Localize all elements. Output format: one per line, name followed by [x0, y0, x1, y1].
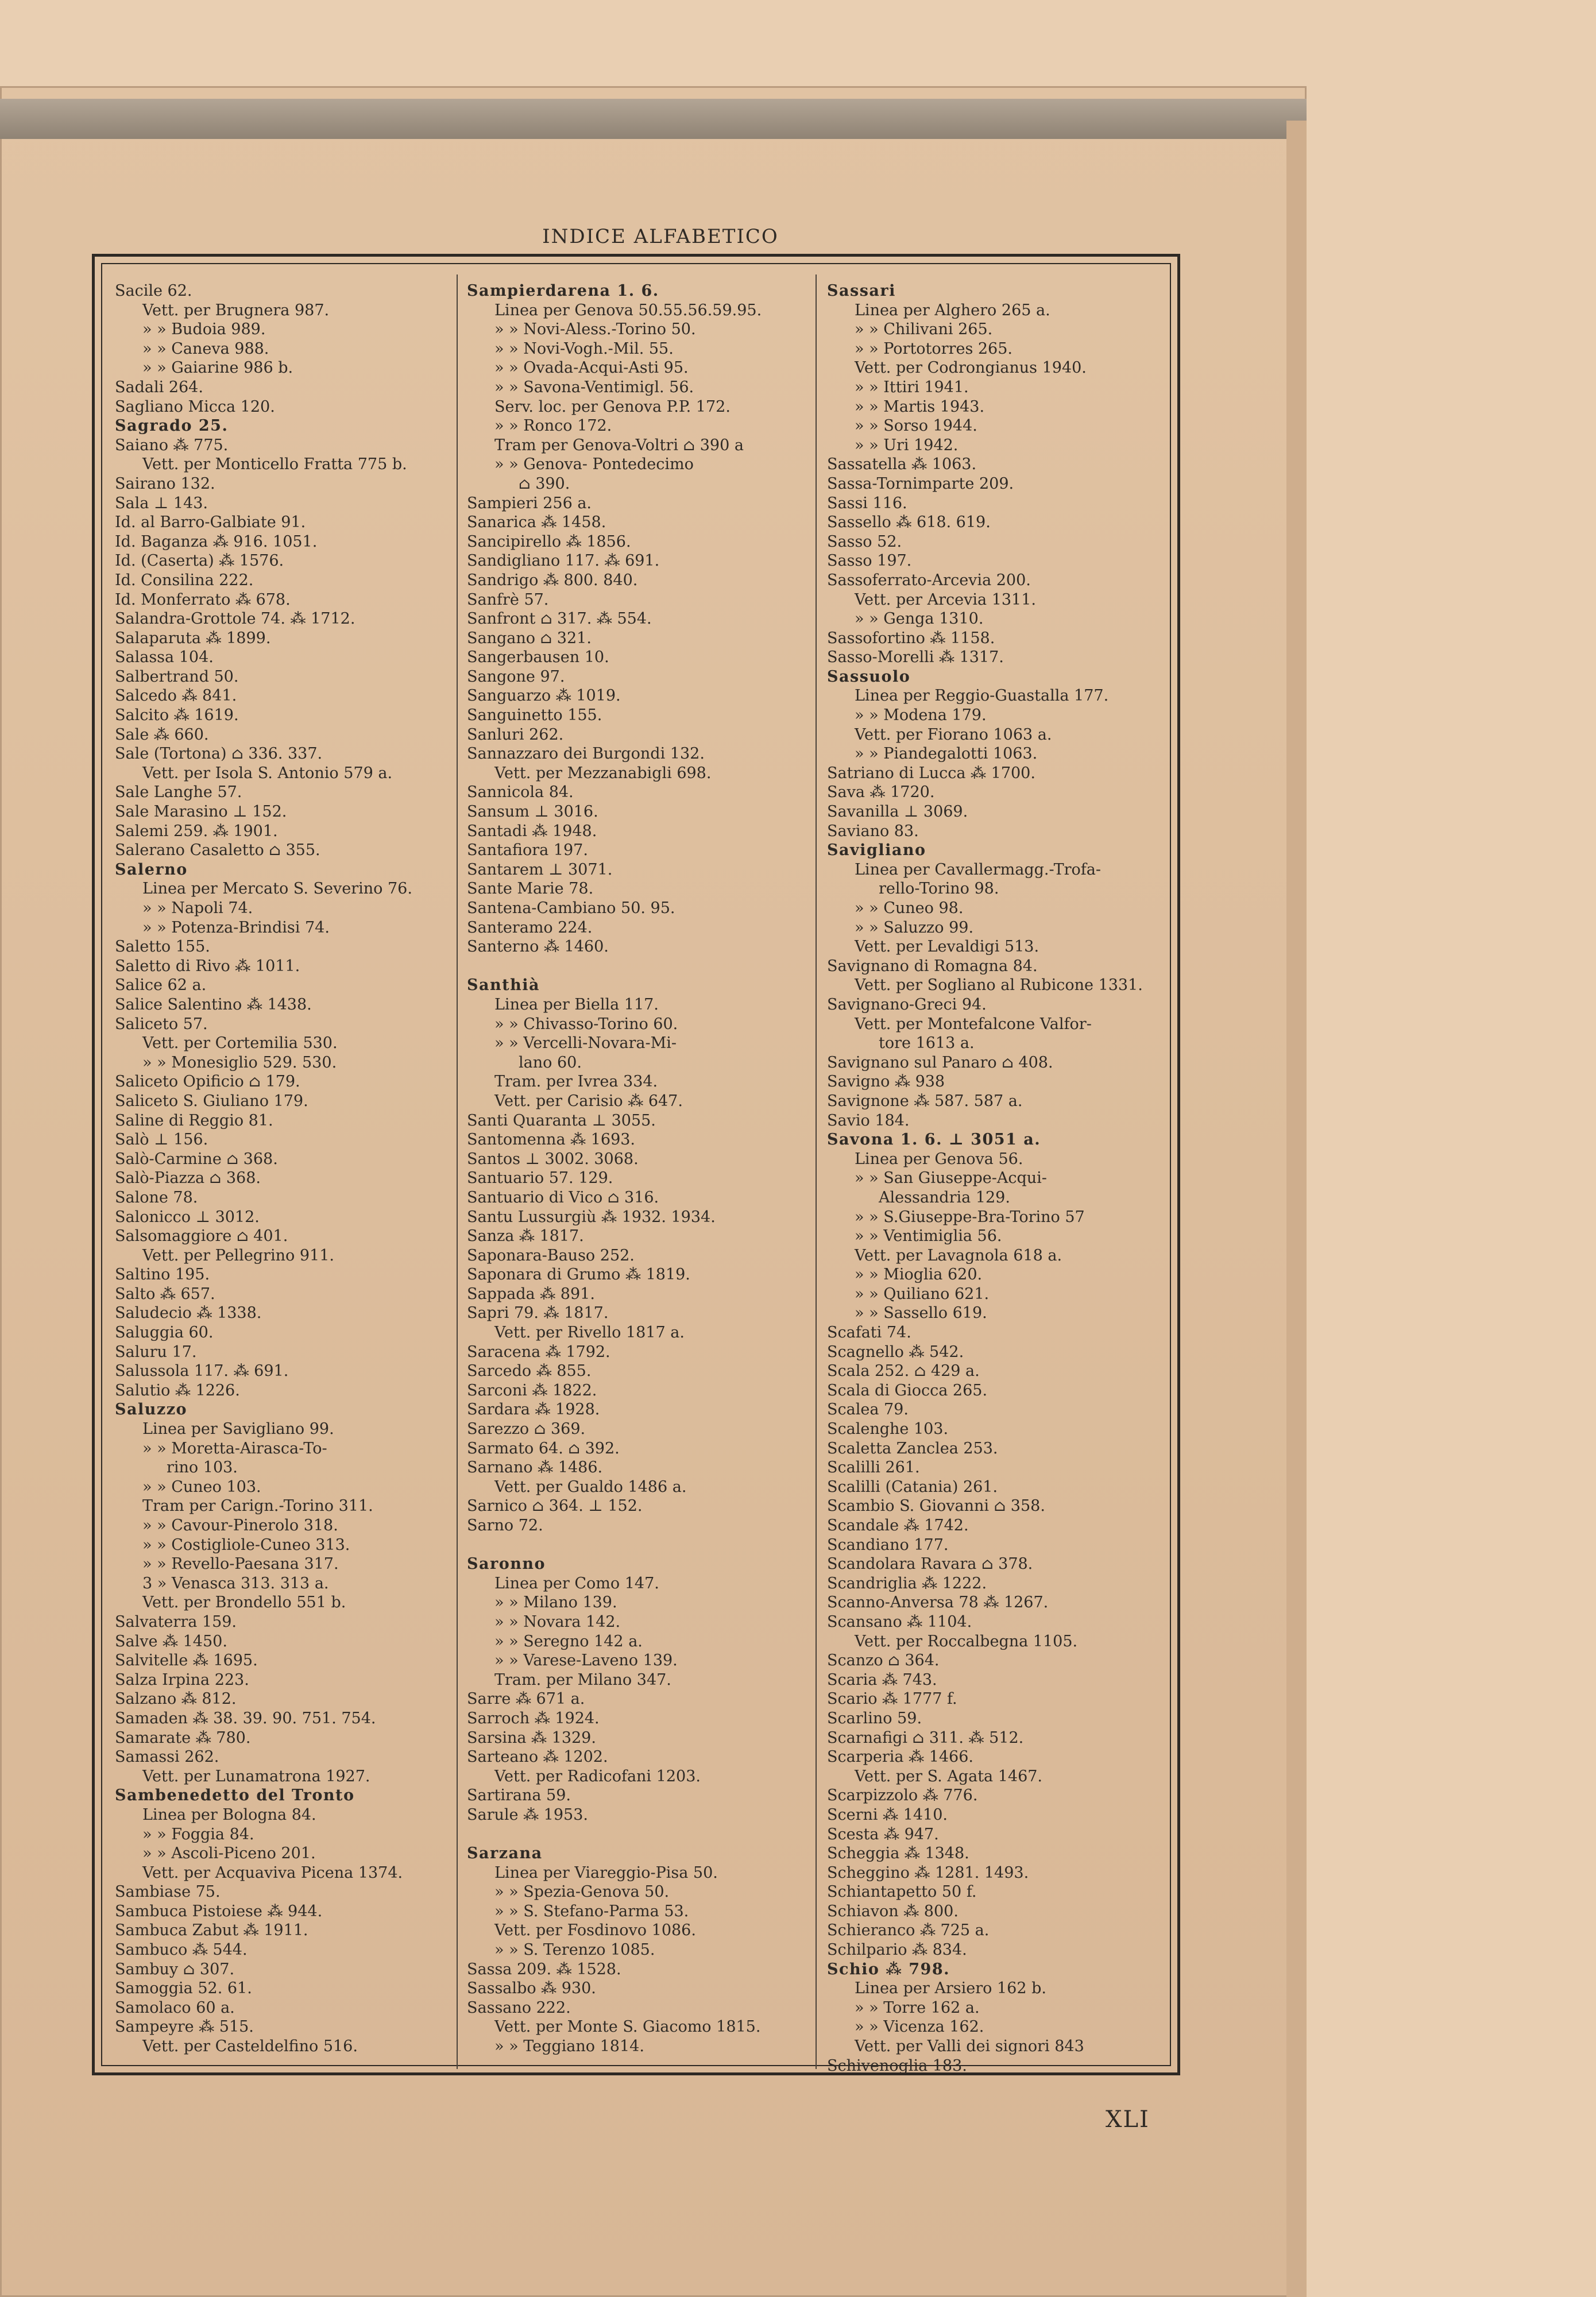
- index-entry: Santeramo 224.: [467, 918, 593, 937]
- index-entry: » » Moretta-Airasca-To-: [142, 1439, 327, 1457]
- index-entry: Sale ⁂ 660.: [115, 725, 209, 744]
- index-entry: Id. Monferrato ⁂ 678.: [115, 590, 291, 609]
- index-entry: Scagnello ⁂ 542.: [827, 1343, 964, 1361]
- index-entry: Saracena ⁂ 1792.: [467, 1343, 610, 1361]
- index-column-2: [467, 281, 811, 2056]
- index-entry: Salve ⁂ 1450.: [115, 1632, 227, 1650]
- index-entry: Sarre ⁂ 671 a.: [467, 1690, 585, 1708]
- index-entry: Sanarica ⁂ 1458.: [467, 513, 606, 532]
- index-heading: Savona 1. 6. ⊥ 3051 a.: [827, 1131, 1041, 1149]
- index-entry: Savignano-Greci 94.: [827, 995, 987, 1014]
- index-entry: » » Vercelli-Novara-Mi-: [494, 1034, 677, 1053]
- index-entry: Salonicco ⊥ 3012.: [115, 1208, 260, 1226]
- index-entry: Salassa 104.: [115, 648, 214, 667]
- index-entry: Scala di Giocca 265.: [827, 1381, 988, 1399]
- index-entry: » » Spezia-Genova 50.: [494, 1883, 670, 1901]
- index-entry: Sambuy ⌂ 307.: [115, 1960, 235, 1978]
- index-entry: [467, 1825, 811, 1844]
- index-entry: Vett. per Roccalbegna 1105.: [855, 1632, 1078, 1650]
- index-entry: Sardara ⁂ 1928.: [467, 1401, 600, 1419]
- index-entry: Scanzo ⌂ 364.: [827, 1652, 940, 1670]
- index-entry: Sassello ⁂ 618. 619.: [827, 513, 991, 532]
- index-entry: » » Revello-Paesana 317.: [142, 1555, 339, 1573]
- index-entry: » » Varese-Laveno 139.: [494, 1652, 678, 1670]
- index-entry: Sambuca Zabut ⁂ 1911.: [115, 1921, 308, 1940]
- index-entry: » » Novi-Aless.-Torino 50.: [494, 320, 696, 339]
- index-entry: Sassatella ⁂ 1063.: [827, 455, 977, 474]
- index-entry: Samassi 262.: [115, 1748, 219, 1766]
- index-entry: Scambio S. Giovanni ⌂ 358.: [827, 1497, 1045, 1515]
- index-entry: » » Novi-Vogh.-Mil. 55.: [494, 339, 674, 358]
- index-entry: » » Vicenza 162.: [855, 2018, 984, 2036]
- index-entry: Sapri 79. ⁂ 1817.: [467, 1304, 609, 1322]
- index-entry: Saludecio ⁂ 1338.: [115, 1304, 262, 1322]
- index-entry: Sarsina ⁂ 1329.: [467, 1728, 596, 1747]
- index-entry: Saletto di Rivo ⁂ 1011.: [115, 957, 300, 975]
- index-entry: Linea per Cavallermagg.-Trofa-: [855, 860, 1102, 879]
- index-entry: Sale (Tortona) ⌂ 336. 337.: [115, 745, 323, 763]
- index-entry: Salandra-Grottole 74. ⁂ 1712.: [115, 610, 355, 628]
- index-entry: Santerno ⁂ 1460.: [467, 938, 609, 956]
- index-entry: » » Genga 1310.: [855, 610, 984, 628]
- index-entry: Vett. per Mezzanabigli 698.: [494, 764, 712, 782]
- index-entry: Salcito ⁂ 1619.: [115, 706, 239, 725]
- index-entry: Vett. per Rivello 1817 a.: [494, 1324, 685, 1342]
- index-entry: Saline di Reggio 81.: [115, 1111, 273, 1130]
- index-entry: Salza Irpina 223.: [115, 1670, 249, 1689]
- index-entry: Vett. per Lunamatrona 1927.: [142, 1767, 370, 1785]
- index-entry: » » Quiliano 621.: [855, 1285, 990, 1303]
- index-entry: Schilpario ⁂ 834.: [827, 1941, 967, 1959]
- index-entry: Sannicola 84.: [467, 783, 574, 802]
- index-entry: Scansano ⁂ 1104.: [827, 1612, 972, 1631]
- index-entry: » » Potenza-Brindisi 74.: [142, 918, 330, 937]
- index-heading: Sampierdarena 1. 6.: [467, 282, 659, 300]
- index-entry: Sarroch ⁂ 1924.: [467, 1709, 600, 1727]
- index-entry: Sangano ⌂ 321.: [467, 629, 592, 647]
- index-entry: ⌂ 390.: [519, 474, 570, 493]
- index-entry: » » S. Stefano-Parma 53.: [494, 1902, 689, 1920]
- index-entry: Vett. per Brugnera 987.: [142, 301, 330, 319]
- index-entry: Vett. per Codrongianus 1940.: [855, 359, 1087, 377]
- index-entry: Salò-Piazza ⌂ 368.: [115, 1169, 261, 1188]
- index-entry: Scheggino ⁂ 1281. 1493.: [827, 1863, 1029, 1882]
- index-entry: Vett. per Arcevia 1311.: [855, 590, 1036, 609]
- index-entry: Sassa 209. ⁂ 1528.: [467, 1960, 621, 1978]
- index-entry: Savio 184.: [827, 1111, 910, 1130]
- index-entry: lano 60.: [519, 1053, 582, 1072]
- index-entry: Scanno-Anversa 78 ⁂ 1267.: [827, 1594, 1049, 1612]
- index-entry: Samoggia 52. 61.: [115, 1979, 252, 1998]
- index-entry: Sarcedo ⁂ 855.: [467, 1362, 592, 1380]
- index-entry: Sambuco ⁂ 544.: [115, 1941, 248, 1959]
- index-heading: Salerno: [115, 860, 188, 879]
- index-entry: Vett. per Carisio ⁂ 647.: [494, 1092, 683, 1110]
- index-entry: » » Ronco 172.: [494, 417, 612, 435]
- index-entry: Scalilli (Catania) 261.: [827, 1478, 998, 1496]
- index-entry: Linea per Genova 56.: [855, 1150, 1023, 1168]
- index-entry: Satriano di Lucca ⁂ 1700.: [827, 764, 1035, 782]
- index-entry: » » Uri 1942.: [855, 436, 959, 454]
- index-entry: Serv. loc. per Genova P.P. 172.: [494, 397, 731, 416]
- index-entry: Sasso 52.: [827, 532, 902, 551]
- index-entry: Sale Marasino ⊥ 152.: [115, 803, 287, 821]
- index-entry: Scarpizzolo ⁂ 776.: [827, 1786, 978, 1805]
- index-entry: Sairano 132.: [115, 474, 215, 493]
- index-entry: Salvaterra 159.: [115, 1612, 237, 1631]
- index-entry: Saltino 195.: [115, 1266, 210, 1284]
- index-entry: » » Piandegalotti 1063.: [855, 745, 1038, 763]
- index-entry: Vett. per Levaldigi 513.: [855, 938, 1039, 956]
- index-heading: Saluzzo: [115, 1401, 188, 1419]
- index-entry: Savigno ⁂ 938: [827, 1073, 945, 1091]
- index-entry: Salerano Casaletto ⌂ 355.: [115, 841, 320, 860]
- index-entry: Vett. per Fosdinovo 1086.: [494, 1921, 696, 1940]
- index-entry: Scandiano 177.: [827, 1536, 949, 1554]
- index-entry: » » S. Terenzo 1085.: [494, 1941, 655, 1959]
- index-entry: Vett. per Pellegrino 911.: [142, 1246, 334, 1264]
- index-entry: » » Monesiglio 529. 530.: [142, 1053, 337, 1072]
- index-entry: Saletto 155.: [115, 938, 210, 956]
- index-entry: Scario ⁂ 1777 f.: [827, 1690, 957, 1708]
- index-entry: Sarule ⁂ 1953.: [467, 1805, 588, 1824]
- index-entry: Santafiora 197.: [467, 841, 588, 860]
- index-entry: Salemi 259. ⁂ 1901.: [115, 822, 278, 840]
- page-number: XLI: [1106, 2106, 1150, 2133]
- index-entry: Salsomaggiore ⌂ 401.: [115, 1227, 288, 1246]
- index-entry: Sassalbo ⁂ 930.: [467, 1979, 596, 1998]
- index-entry: rello-Torino 98.: [879, 880, 999, 898]
- index-entry: Vett. per Valli dei signori 843: [855, 2037, 1084, 2056]
- index-entry: Sandigliano 117. ⁂ 691.: [467, 552, 660, 570]
- index-entry: Sanguinetto 155.: [467, 706, 602, 725]
- index-entry: Scandale ⁂ 1742.: [827, 1517, 969, 1534]
- index-entry: Vett. per Montefalcone Valfor-: [855, 1015, 1092, 1033]
- index-entry: » » Chilivani 265.: [855, 320, 993, 339]
- index-entry: » » Foggia 84.: [142, 1825, 254, 1843]
- index-entry: Schieranco ⁂ 725 a.: [827, 1921, 990, 1940]
- index-entry: » » Saluzzo 99.: [855, 918, 974, 937]
- index-entry: Sappada ⁂ 891.: [467, 1285, 595, 1303]
- index-entry: » » Portotorres 265.: [855, 339, 1013, 358]
- index-entry: Saliceto 57.: [115, 1015, 208, 1033]
- index-entry: Sassoferrato-Arcevia 200.: [827, 571, 1031, 589]
- index-entry: [467, 1536, 811, 1555]
- index-entry: Scarperia ⁂ 1466.: [827, 1748, 973, 1766]
- index-entry: Sasso-Morelli ⁂ 1317.: [827, 648, 1004, 667]
- index-entry: » » Sassello 619.: [855, 1304, 987, 1322]
- index-entry: 3 » Venasca 313. 313 a.: [142, 1574, 329, 1592]
- index-entry: Santi Quaranta ⊥ 3055.: [467, 1111, 656, 1130]
- index-entry: Linea per Como 147.: [494, 1574, 659, 1592]
- index-entry: Santuario di Vico ⌂ 316.: [467, 1188, 659, 1206]
- index-heading: Sambenedetto del Tronto: [115, 1786, 355, 1805]
- index-entry: [467, 957, 811, 976]
- index-entry: Savignano sul Panaro ⌂ 408.: [827, 1053, 1053, 1072]
- index-entry: Linea per Arsiero 162 b.: [855, 1979, 1046, 1998]
- index-entry: Scalenghe 103.: [827, 1420, 949, 1438]
- index-entry: Scesta ⁂ 947.: [827, 1825, 939, 1843]
- index-entry: Vett. per Radicofani 1203.: [494, 1767, 701, 1785]
- index-entry: » » Genova- Pontedecimo: [494, 455, 694, 474]
- index-entry: Sangerbausen 10.: [467, 648, 609, 667]
- index-entry: Sampeyre ⁂ 515.: [115, 2018, 254, 2036]
- index-entry: Saponara-Bauso 252.: [467, 1246, 635, 1264]
- index-entry: Santuario 57. 129.: [467, 1169, 613, 1188]
- index-entry: rino 103.: [167, 1459, 238, 1477]
- index-entry: » » Ascoli-Piceno 201.: [142, 1844, 316, 1863]
- column-separator: [816, 274, 817, 2069]
- index-entry: Sarmato 64. ⌂ 392.: [467, 1439, 620, 1457]
- index-heading: Sassari: [827, 282, 896, 300]
- index-entry: Sancipirello ⁂ 1856.: [467, 532, 631, 551]
- index-entry: Samarate ⁂ 780.: [115, 1728, 251, 1747]
- index-entry: Sale Langhe 57.: [115, 783, 242, 802]
- index-entry: Id. Consilina 222.: [115, 571, 254, 589]
- index-entry: Saiano ⁂ 775.: [115, 436, 229, 454]
- index-entry: Sala ⊥ 143.: [115, 494, 208, 512]
- page-header: INDICE ALFABETICO: [542, 225, 779, 248]
- index-entry: Salbertrand 50.: [115, 667, 239, 686]
- index-entry: Scaria ⁂ 743.: [827, 1670, 937, 1689]
- index-entry: Sansum ⊥ 3016.: [467, 803, 598, 821]
- index-heading: Saronno: [467, 1555, 546, 1573]
- index-entry: Linea per Bologna 84.: [142, 1805, 316, 1824]
- index-entry: Salto ⁂ 657.: [115, 1285, 215, 1303]
- index-entry: Saliceto Opificio ⌂ 179.: [115, 1073, 300, 1091]
- index-entry: Sannazzaro dei Burgondi 132.: [467, 745, 705, 763]
- index-entry: Salcedo ⁂ 841.: [115, 687, 237, 705]
- index-entry: Scala 252. ⌂ 429 a.: [827, 1362, 980, 1380]
- index-entry: Salice 62 a.: [115, 976, 207, 995]
- index-entry: Sava ⁂ 1720.: [827, 783, 935, 802]
- index-entry: Sanfront ⌂ 317. ⁂ 554.: [467, 610, 652, 628]
- index-entry: Vett. per Acquaviva Picena 1374.: [142, 1863, 403, 1882]
- index-entry: Vett. per Brondello 551 b.: [142, 1594, 346, 1612]
- index-entry: Sambuca Pistoiese ⁂ 944.: [115, 1902, 323, 1920]
- index-entry: Sacile 62.: [115, 282, 192, 300]
- index-entry: Sambiase 75.: [115, 1883, 221, 1901]
- index-entry: Vett. per S. Agata 1467.: [855, 1767, 1043, 1785]
- index-entry: » » Mioglia 620.: [855, 1266, 983, 1284]
- index-entry: » » Torre 162 a.: [855, 1998, 980, 2017]
- index-entry: Id. Baganza ⁂ 916. 1051.: [115, 532, 318, 551]
- index-entry: Vett. per Casteldelfino 516.: [142, 2037, 358, 2056]
- index-column-1: [115, 281, 459, 2056]
- index-entry: Santarem ⊥ 3071.: [467, 860, 613, 879]
- index-entry: Linea per Savigliano 99.: [142, 1420, 334, 1438]
- index-entry: Scalea 79.: [827, 1401, 909, 1419]
- index-entry: » » Cavour-Pinerolo 318.: [142, 1517, 338, 1534]
- index-entry: Santos ⊥ 3002. 3068.: [467, 1150, 639, 1168]
- index-entry: » » Ovada-Acqui-Asti 95.: [494, 359, 689, 377]
- index-entry: Santadi ⁂ 1948.: [467, 822, 597, 840]
- top-binding-strip: [0, 99, 1307, 139]
- index-entry: Salussola 117. ⁂ 691.: [115, 1362, 289, 1380]
- index-heading: Sagrado 25.: [115, 417, 229, 435]
- index-entry: Sassofortino ⁂ 1158.: [827, 629, 995, 647]
- index-entry: » » Ventimiglia 56.: [855, 1227, 1002, 1246]
- index-entry: » » Costigliole-Cuneo 313.: [142, 1536, 350, 1554]
- index-entry: Scalilli 261.: [827, 1459, 920, 1477]
- index-entry: » » Sorso 1944.: [855, 417, 977, 435]
- index-entry: Scaletta Zanclea 253.: [827, 1439, 998, 1457]
- index-entry: Salaparuta ⁂ 1899.: [115, 629, 271, 647]
- index-entry: Scarlino 59.: [827, 1709, 922, 1727]
- index-entry: » » Cuneo 98.: [855, 899, 964, 917]
- index-entry: Linea per Mercato S. Severino 76.: [142, 880, 412, 898]
- index-heading: Santhià: [467, 976, 540, 995]
- index-entry: Tram per Genova-Voltri ⌂ 390 a: [494, 436, 744, 454]
- index-entry: Saviano 83.: [827, 822, 919, 840]
- index-entry: » » Martis 1943.: [855, 397, 985, 416]
- index-entry: Schiavon ⁂ 800.: [827, 1902, 959, 1920]
- index-entry: Salice Salentino ⁂ 1438.: [115, 995, 312, 1014]
- index-entry: Sarnico ⌂ 364. ⊥ 152.: [467, 1497, 643, 1515]
- index-heading: Savigliano: [827, 841, 926, 860]
- index-entry: Sadali 264.: [115, 378, 203, 396]
- index-heading: Schio ⁂ 798.: [827, 1960, 950, 1978]
- index-entry: Id. al Barro-Galbiate 91.: [115, 513, 306, 532]
- index-entry: Samaden ⁂ 38. 39. 90. 751. 754.: [115, 1709, 376, 1727]
- index-entry: Schivenoglia 183.: [827, 2056, 967, 2075]
- index-entry: Vett. per Monticello Fratta 775 b.: [142, 455, 407, 474]
- index-entry: Vett. per Lavagnola 618 a.: [855, 1246, 1062, 1264]
- index-entry: Salò-Carmine ⌂ 368.: [115, 1150, 278, 1168]
- index-entry: Scandriglia ⁂ 1222.: [827, 1574, 987, 1592]
- index-entry: Vett. per Monte S. Giacomo 1815.: [494, 2018, 761, 2036]
- index-entry: » » Milano 139.: [494, 1594, 617, 1612]
- index-entry: » » Seregno 142 a.: [494, 1632, 643, 1650]
- index-entry: Linea per Reggio-Guastalla 177.: [855, 687, 1109, 705]
- index-entry: Sante Marie 78.: [467, 880, 594, 898]
- index-entry: Sassano 222.: [467, 1998, 571, 2017]
- index-entry: Sanfrè 57.: [467, 590, 549, 609]
- index-entry: Saluggia 60.: [115, 1324, 214, 1342]
- index-entry: Salò ⊥ 156.: [115, 1131, 208, 1149]
- index-entry: Saluru 17.: [115, 1343, 197, 1361]
- index-entry: Savignano di Romagna 84.: [827, 957, 1038, 975]
- index-column-3: [827, 281, 1172, 2075]
- index-entry: Scafati 74.: [827, 1324, 911, 1342]
- index-entry: Sasso 197.: [827, 552, 912, 570]
- index-entry: » » Savona-Ventimigl. 56.: [494, 378, 694, 396]
- index-entry: Saliceto S. Giuliano 179.: [115, 1092, 308, 1110]
- index-entry: Vett. per Cortemilia 530.: [142, 1034, 338, 1053]
- index-entry: tore 1613 a.: [879, 1034, 975, 1053]
- index-entry: » » Chivasso-Torino 60.: [494, 1015, 678, 1033]
- index-entry: Schiantapetto 50 f.: [827, 1883, 977, 1901]
- index-entry: Linea per Alghero 265 a.: [855, 301, 1050, 319]
- index-heading: Sassuolo: [827, 667, 911, 686]
- index-entry: Tram. per Ivrea 334.: [494, 1073, 658, 1091]
- index-entry: Sampieri 256 a.: [467, 494, 592, 512]
- index-entry: Sarno 72.: [467, 1517, 543, 1534]
- index-entry: Saponara di Grumo ⁂ 1819.: [467, 1266, 690, 1284]
- index-entry: » » Napoli 74.: [142, 899, 253, 917]
- index-entry: Sagliano Micca 120.: [115, 397, 275, 416]
- index-entry: Sarteano ⁂ 1202.: [467, 1748, 608, 1766]
- index-entry: » » Teggiano 1814.: [494, 2037, 644, 2056]
- index-entry: Id. (Caserta) ⁂ 1576.: [115, 552, 284, 570]
- index-entry: Savanilla ⊥ 3069.: [827, 803, 968, 821]
- index-entry: Linea per Biella 117.: [494, 995, 659, 1014]
- index-entry: Sassa-Tornimparte 209.: [827, 474, 1014, 493]
- index-entry: Scerni ⁂ 1410.: [827, 1805, 948, 1824]
- index-entry: Tram per Carign.-Torino 311.: [142, 1497, 373, 1515]
- index-entry: Vett. per Fiorano 1063 a.: [855, 725, 1052, 744]
- index-entry: Sanguarzo ⁂ 1019.: [467, 687, 621, 705]
- index-entry: Vett. per Gualdo 1486 a.: [494, 1478, 687, 1496]
- index-entry: » » S.Giuseppe-Bra-Torino 57: [855, 1208, 1085, 1226]
- index-entry: Vett. per Isola S. Antonio 579 a.: [142, 764, 393, 782]
- index-entry: Salvitelle ⁂ 1695.: [115, 1652, 258, 1670]
- index-entry: Santu Lussurgiù ⁂ 1932. 1934.: [467, 1208, 716, 1226]
- index-entry: Sanza ⁂ 1817.: [467, 1227, 584, 1246]
- index-entry: Salutio ⁂ 1226.: [115, 1381, 240, 1399]
- index-entry: Sanluri 262.: [467, 725, 564, 744]
- index-entry: » » Budoia 989.: [142, 320, 266, 339]
- index-entry: » » Modena 179.: [855, 706, 987, 725]
- index-entry: Santena-Cambiano 50. 95.: [467, 899, 675, 917]
- index-entry: Scheggia ⁂ 1348.: [827, 1844, 969, 1863]
- index-entry: » » Cuneo 103.: [142, 1478, 261, 1496]
- index-entry: » » Gaiarine 986 b.: [142, 359, 293, 377]
- index-entry: Tram. per Milano 347.: [494, 1670, 671, 1689]
- index-entry: Salone 78.: [115, 1188, 198, 1206]
- index-entry: Samolaco 60 a.: [115, 1998, 235, 2017]
- index-entry: Sartirana 59.: [467, 1786, 571, 1805]
- index-entry: » » Caneva 988.: [142, 339, 269, 358]
- index-entry: » » Novara 142.: [494, 1612, 621, 1631]
- index-entry: Scarnafigi ⌂ 311. ⁂ 512.: [827, 1728, 1024, 1747]
- index-entry: Linea per Genova 50.55.56.59.95.: [494, 301, 762, 319]
- index-entry: Sarconi ⁂ 1822.: [467, 1381, 597, 1399]
- index-entry: Scandolara Ravara ⌂ 378.: [827, 1555, 1033, 1573]
- index-entry: » » San Giuseppe-Acqui-: [855, 1169, 1047, 1188]
- index-entry: Santomenna ⁂ 1693.: [467, 1131, 636, 1149]
- index-entry: Salzano ⁂ 812.: [115, 1690, 237, 1708]
- page-edge: [1286, 121, 1307, 2297]
- index-heading: Sarzana: [467, 1844, 543, 1863]
- index-entry: » » Ittiri 1941.: [855, 378, 969, 396]
- index-entry: Sarezzo ⌂ 369.: [467, 1420, 586, 1438]
- index-entry: Sandrigo ⁂ 800. 840.: [467, 571, 638, 589]
- index-entry: Sarnano ⁂ 1486.: [467, 1459, 603, 1477]
- index-entry: Sassi 116.: [827, 494, 907, 512]
- index-entry: Vett. per Sogliano al Rubicone 1331.: [855, 976, 1143, 995]
- index-entry: Sangone 97.: [467, 667, 565, 686]
- index-entry: Alessandria 129.: [879, 1188, 1010, 1206]
- index-entry: Savignone ⁂ 587. 587 a.: [827, 1092, 1023, 1110]
- index-entry: Linea per Viareggio-Pisa 50.: [494, 1863, 718, 1882]
